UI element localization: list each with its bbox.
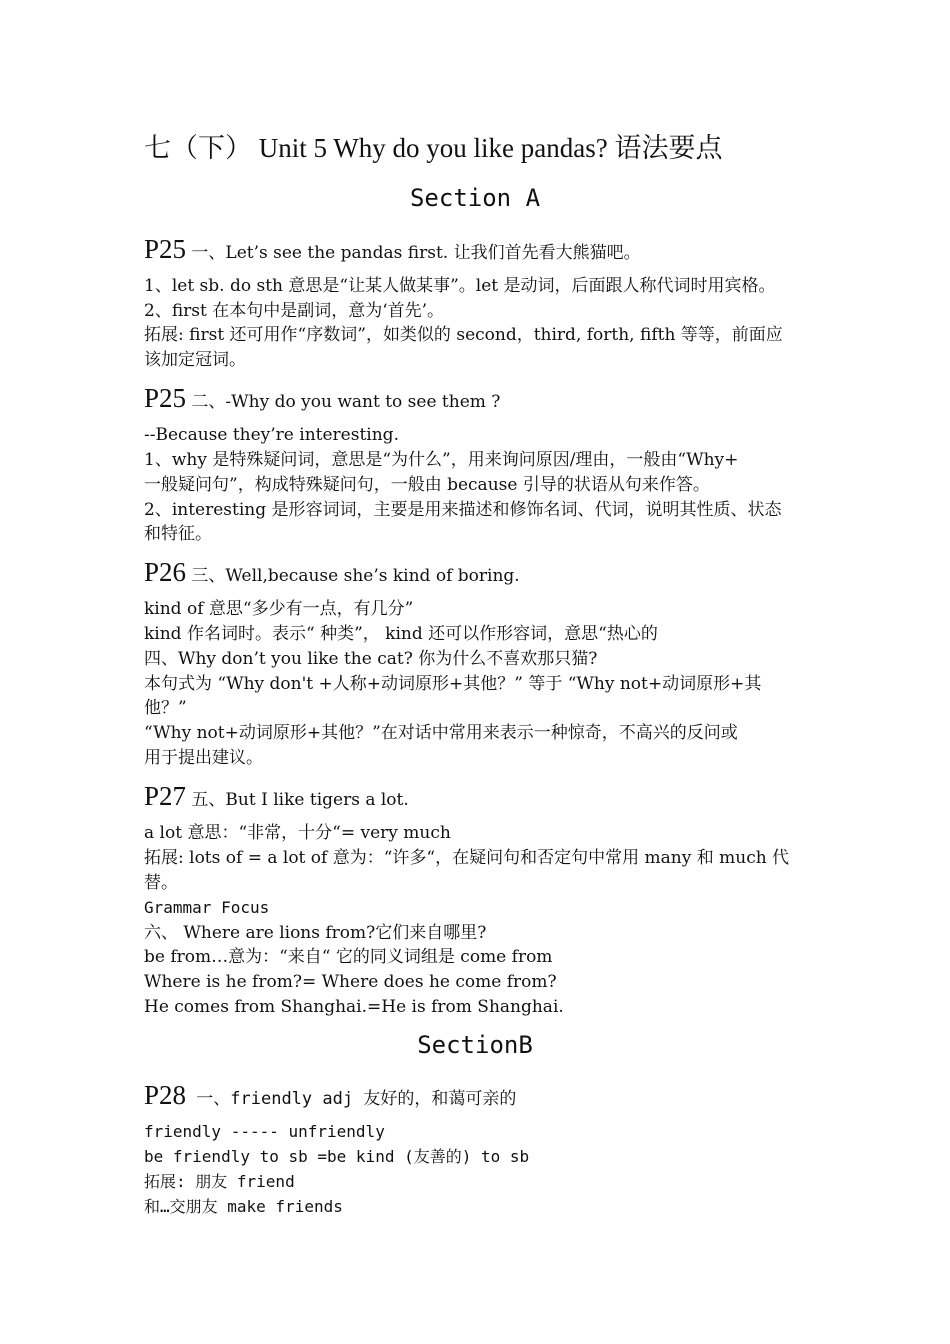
page-title: 七（下） Unit 5 Why do you like pandas? 语法要点 bbox=[144, 133, 723, 163]
point-b1-heading bbox=[144, 1080, 516, 1111]
point-title: 三、Well,because she’s kind of boring. bbox=[186, 566, 520, 586]
page-number: P26 bbox=[144, 557, 187, 587]
grammar-focus-heading: Grammar Focus bbox=[144, 898, 270, 917]
section-b-heading: SectionB bbox=[417, 1031, 533, 1059]
point-3-heading bbox=[144, 557, 520, 588]
section-a-heading: Section A bbox=[409, 184, 541, 212]
text-line: 用于提出建议。 bbox=[144, 748, 263, 768]
point-1-heading bbox=[144, 234, 641, 265]
point-2-heading bbox=[144, 383, 500, 414]
text-line: 拓展: lots of = a lot of 意为：“许多“，在疑问句和否定句中常用 many 和 much 代 bbox=[144, 848, 790, 868]
text-line: Where is he from?= Where does he come from? bbox=[144, 972, 557, 992]
point-title: 一、friendly adj 友好的，和蔼可亲的 bbox=[186, 1089, 517, 1109]
text-line: --Because they’re interesting. bbox=[144, 425, 399, 445]
page-number: P25 bbox=[144, 383, 187, 413]
text-line: 2、first 在本句中是副词，意为‘首先’。 bbox=[144, 301, 445, 321]
page-number: P28 bbox=[144, 1080, 187, 1110]
text-line: 和…交朋友 make friends bbox=[144, 1197, 343, 1216]
text-line: 四、Why don’t you like the cat? 你为什么不喜欢那只猫? bbox=[144, 649, 598, 669]
text-line: 本句式为 “Why don't +人称+动词原形+其他？” 等于 “Why not+动词原形+其 bbox=[144, 674, 762, 694]
text-line: 1、let sb. do sth 意思是“让某人做某事”。let 是动词，后面跟人称代词时用宾格。 bbox=[144, 276, 776, 296]
point-5-heading bbox=[144, 781, 409, 812]
text-line: 和特征。 bbox=[144, 524, 212, 544]
text-line: 拓展: first 还可用作“序数词”，如类似的 second，third, forth, fifth 等等，前面应 bbox=[144, 325, 783, 345]
point-title: 二、-Why do you want to see them ? bbox=[186, 392, 501, 412]
text-line: 该加定冠词。 bbox=[144, 350, 246, 370]
page-number: P27 bbox=[144, 781, 187, 811]
point-title: 五、But I like tigers a lot. bbox=[186, 790, 409, 810]
text-line: be from…意为：“来自“ 它的同义词组是 come from bbox=[144, 947, 553, 967]
text-line: 替。 bbox=[144, 873, 178, 893]
text-line: 2、interesting 是形容词词，主要是用来描述和修饰名词、代词，说明其性质、状态 bbox=[144, 500, 782, 520]
text-line: kind 作名词时。表示“ 种类”， kind 还可以作形容词，意思“热心的 bbox=[144, 624, 658, 644]
text-line: 他？” bbox=[144, 698, 187, 718]
text-line: friendly ----- unfriendly bbox=[144, 1122, 385, 1141]
text-line: 一般疑问句”，构成特殊疑问句，一般由 because 引导的状语从句来作答。 bbox=[144, 475, 710, 495]
text-line: 拓展: 朋友 friend bbox=[144, 1172, 295, 1191]
text-line: be friendly to sb =be kind (友善的) to sb bbox=[144, 1147, 530, 1166]
text-line: a lot 意思：“非常，十分“= very much bbox=[144, 823, 451, 843]
point-title: 一、Let’s see the pandas first. 让我们首先看大熊猫吧。 bbox=[186, 243, 641, 263]
text-line: 六、 Where are lions from?它们来自哪里? bbox=[144, 923, 487, 943]
text-line: “Why not+动词原形+其他？”在对话中常用来表示一种惊奇，不高兴的反问或 bbox=[144, 723, 738, 743]
page-number: P25 bbox=[144, 234, 187, 264]
text-line: He comes from Shanghai.=He is from Shanghai. bbox=[144, 997, 564, 1017]
text-line: kind of 意思“多少有一点，有几分” bbox=[144, 599, 414, 619]
text-line: 1、why 是特殊疑问词，意思是“为什么”，用来询问原因/理由，一般由“Why+ bbox=[144, 450, 739, 470]
